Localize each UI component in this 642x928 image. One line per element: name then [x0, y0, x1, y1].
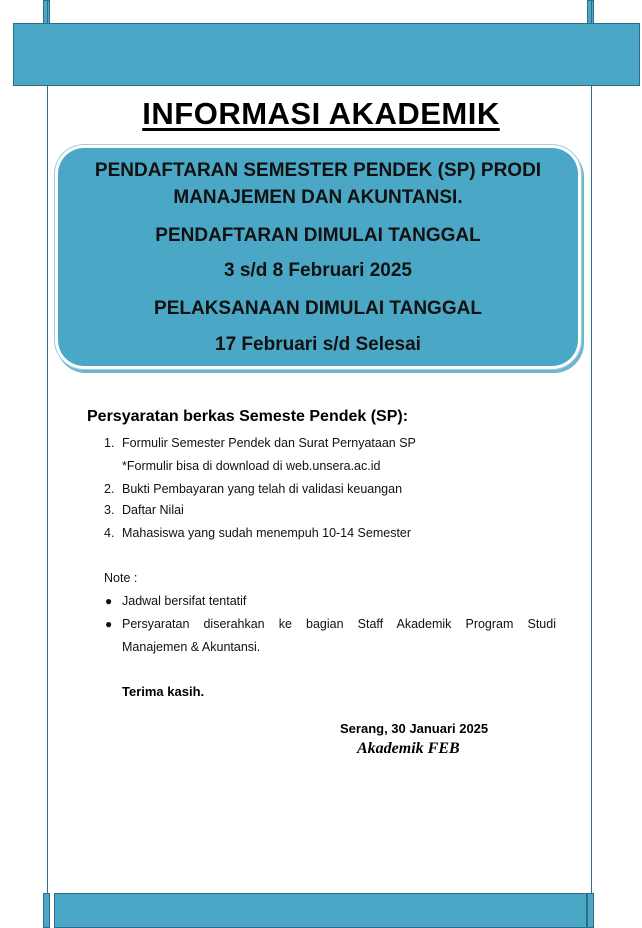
- note-item: Jadwal bersifat tentatif: [122, 594, 247, 608]
- requirement-item: Daftar Nilai: [122, 503, 184, 517]
- banner-line-1: PENDAFTARAN SEMESTER PENDEK (SP) PRODI: [94, 160, 542, 181]
- banner-line-2: MANAJEMEN DAN AKUNTANSI.: [173, 187, 463, 208]
- requirements-heading: Persyaratan berkas Semeste Pendek (SP):: [87, 408, 409, 425]
- page-title: INFORMASI AKADEMIK: [142, 96, 500, 131]
- banner-implementation-dates: 17 Februari s/d Selesai: [215, 334, 421, 355]
- closing-thanks: Terima kasih.: [122, 684, 205, 699]
- signature: Akademik FEB: [357, 740, 460, 757]
- place-date: Serang, 30 Januari 2025: [340, 721, 489, 736]
- requirement-item: Mahasiswa yang sudah menempuh 10-14 Semester: [122, 526, 412, 540]
- border-rail-bottom-right: [587, 893, 594, 928]
- banner-registration-dates: 3 s/d 8 Februari 2025: [224, 260, 412, 281]
- requirement-item: Bukti Pembayaran yang telah di validasi keuangan: [122, 482, 403, 496]
- bullet-icon: ●: [105, 594, 113, 608]
- requirement-number: 3.: [104, 503, 115, 517]
- requirement-number: 1.: [104, 436, 115, 450]
- bullet-icon: ●: [105, 617, 113, 631]
- requirement-item: Formulir Semester Pendek dan Surat Pernyataan SP: [122, 436, 416, 450]
- border-line-left: [47, 0, 48, 928]
- note-item: Persyaratan diserahkan ke bagian Staff Akademik Program Studi: [122, 617, 556, 631]
- banner-registration-heading: PENDAFTARAN DIMULAI TANGGAL: [155, 225, 481, 246]
- requirement-note: *Formulir bisa di download di web.unsera.ac.id: [122, 459, 381, 473]
- header-band: [13, 23, 640, 86]
- border-line-right: [591, 0, 592, 928]
- banner-implementation-heading: PELAKSANAAN DIMULAI TANGGAL: [154, 298, 482, 319]
- announcement-banner: [58, 148, 578, 366]
- note-label: Note :: [104, 571, 138, 585]
- requirement-number: 2.: [104, 482, 115, 496]
- footer-band: [54, 893, 587, 928]
- note-item-continued: Manajemen & Akuntansi.: [122, 640, 261, 654]
- requirement-number: 4.: [104, 526, 115, 540]
- border-rail-bottom-left: [43, 893, 50, 928]
